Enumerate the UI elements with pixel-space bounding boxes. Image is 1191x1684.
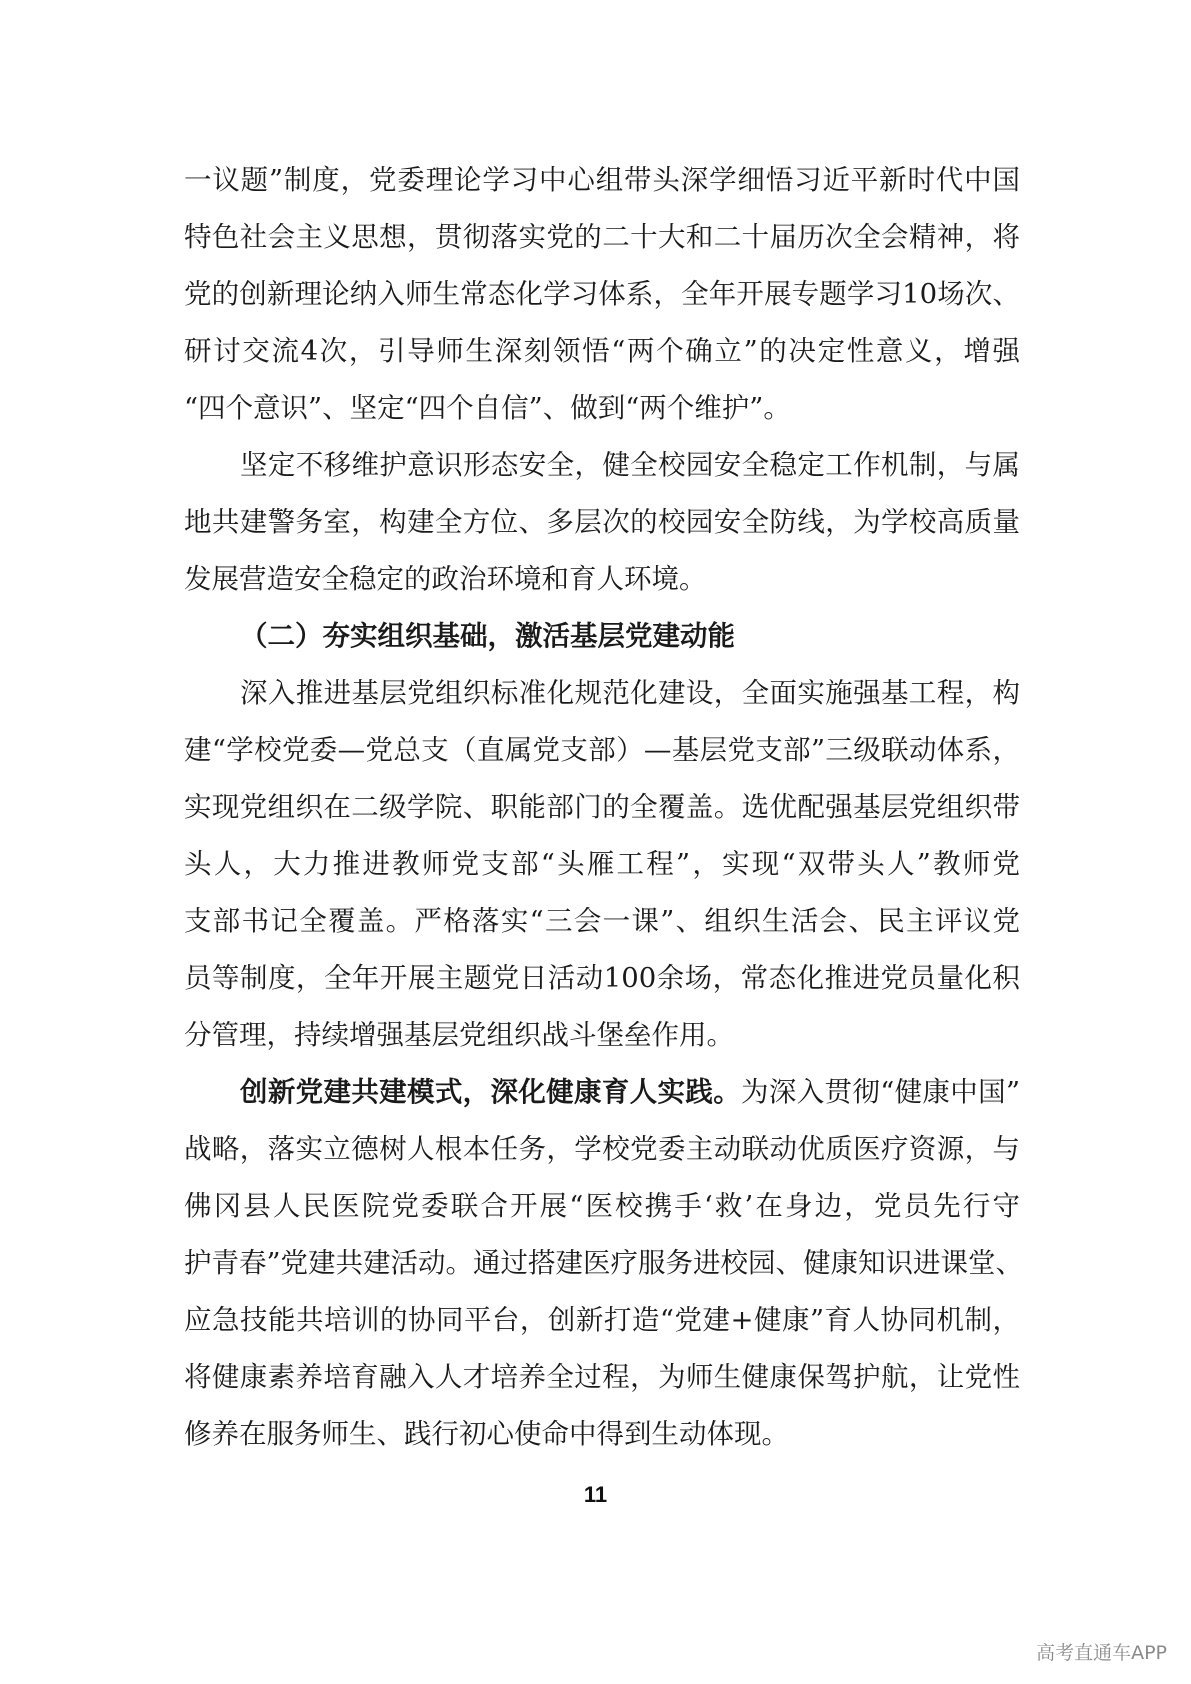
paragraph-organization-building bbox=[184, 665, 1020, 1064]
text-line: 护青春”党建共建活动。通过搭建医疗服务进校园、健康知识进课堂、 bbox=[184, 1247, 1024, 1279]
text-line: 实现党组织在二级学院、职能部门的全覆盖。选优配强基层党组织带 bbox=[184, 791, 1020, 823]
text-line: 战略，落实立德树人根本任务，学校党委主动联动优质医疗资源，与 bbox=[184, 1133, 1020, 1165]
paragraph-ideology-security bbox=[184, 437, 1020, 608]
text-line: 研讨交流4次，引导师生深刻领悟“两个确立”的决定性意义，增强 bbox=[184, 335, 1020, 367]
text-line: 修养在服务师生、践行初心使命中得到生动体现。 bbox=[184, 1418, 789, 1450]
text-line: 深入推进基层党组织标准化规范化建设，全面实施强基工程，构 bbox=[240, 677, 1020, 709]
page-content bbox=[184, 152, 1024, 1463]
text-line: 分管理，持续增强基层党组织战斗堡垒作用。 bbox=[184, 1019, 734, 1051]
text-line bbox=[184, 1064, 1020, 1121]
text-line: 党的创新理论纳入师生常态化学习体系，全年开展专题学习10场次、 bbox=[184, 278, 1020, 310]
text-line: 应急技能共培训的协同平台，创新打造“党建+健康”育人协同机制， bbox=[184, 1304, 1020, 1336]
text-line: 建“学校党委—党总支（直属党支部）—基层党支部”三级联动体系， bbox=[184, 734, 1020, 766]
text-line: 佛冈县人民医院党委联合开展“医校携手‘救’在身边，党员先行守 bbox=[184, 1190, 1020, 1222]
text-line: 将健康素养培育融入人才培养全过程，为师生健康保驾护航，让党性 bbox=[184, 1361, 1020, 1393]
text-line: 地共建警务室，构建全方位、多层次的校园安全防线，为学校高质量 bbox=[184, 506, 1020, 538]
text-line: 员等制度，全年开展主题党日活动100余场，常态化推进党员量化积 bbox=[184, 962, 1020, 994]
text-line: “四个意识”、坚定“四个自信”、做到“两个维护”。 bbox=[184, 392, 791, 424]
page-number: 11 bbox=[583, 1482, 608, 1507]
paragraph-theory-study bbox=[184, 152, 1020, 437]
paragraph-health-education bbox=[184, 1064, 1024, 1463]
text-line: 发展营造安全稳定的政治环境和育人环境。 bbox=[184, 563, 707, 595]
text-line: 头人，大力推进教师党支部“头雁工程”，实现“双带头人”教师党 bbox=[184, 848, 1020, 880]
section-heading: （二）夯实组织基础，激活基层党建动能 bbox=[240, 620, 735, 652]
bold-lead-sentence: 创新党建共建模式，深化健康育人实践。 bbox=[240, 1076, 742, 1108]
text-line: 特色社会主义思想，贯彻落实党的二十大和二十届历次全会精神，将 bbox=[184, 221, 1020, 253]
lead-sentence-rest: 为深入贯彻“健康中国” bbox=[741, 1076, 1020, 1108]
watermark: 高考直通车APP bbox=[1036, 1642, 1167, 1664]
text-line: 一议题”制度，党委理论学习中心组带头深学细悟习近平新时代中国 bbox=[184, 164, 1020, 196]
text-line: 坚定不移维护意识形态安全，健全校园安全稳定工作机制，与属 bbox=[240, 449, 1020, 481]
text-line: 支部书记全覆盖。严格落实“三会一课”、组织生活会、民主评议党 bbox=[184, 905, 1020, 937]
